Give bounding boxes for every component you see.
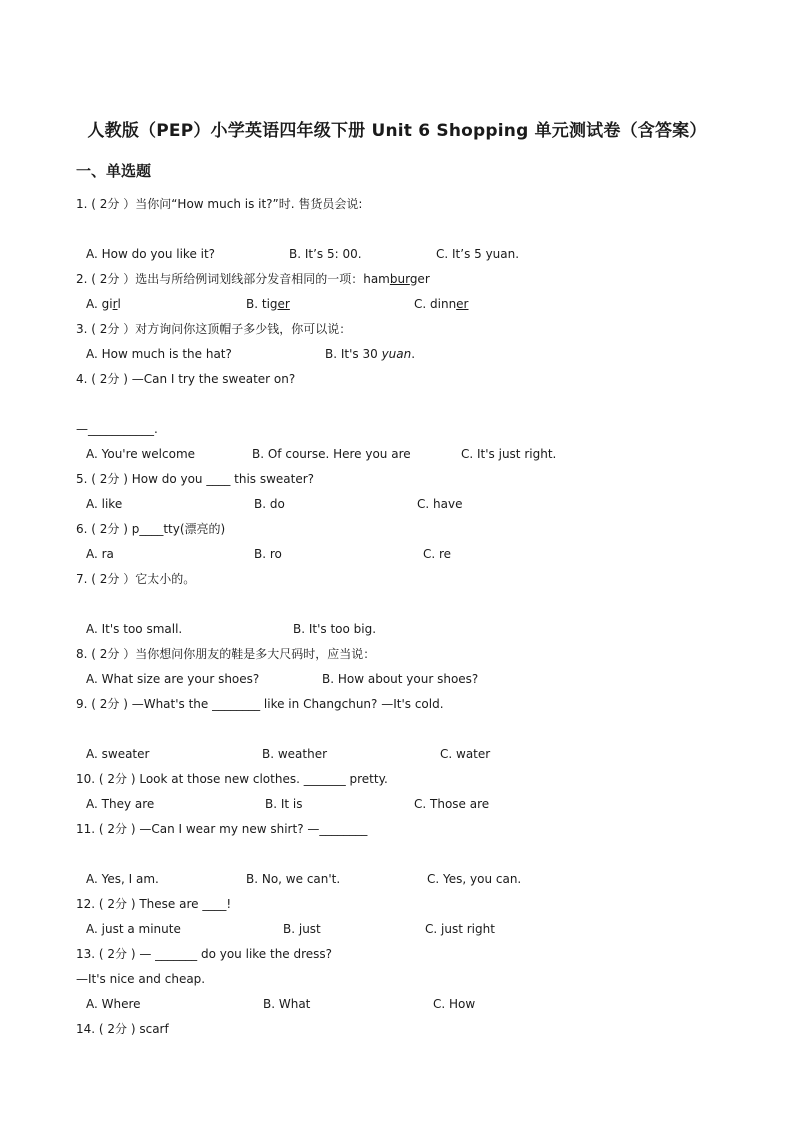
- question-9-option-c[interactable]: C. water: [440, 747, 491, 761]
- question-4-option-c[interactable]: C. It's just right.: [461, 447, 557, 461]
- question-11-option-b[interactable]: B. No, we can't.: [246, 872, 341, 886]
- question-5-option-a[interactable]: A. like: [86, 497, 123, 511]
- question-2-option-b[interactable]: B. tiger: [246, 297, 290, 311]
- question-10-stem: 10. ( 2分 ) Look at those new clothes. _______ pretty.: [76, 772, 388, 786]
- question-3-stem: 3. ( 2分 ）对方询问你这顶帽子多少钱，你可以说：: [76, 322, 352, 336]
- question-12-option-a[interactable]: A. just a minute: [86, 922, 181, 936]
- question-12-option-b[interactable]: B. just: [283, 922, 321, 936]
- question-8-option-a[interactable]: A. What size are your shoes?: [86, 672, 260, 686]
- question-2-stem-tail: ger: [409, 272, 430, 286]
- question-2-option-c[interactable]: C. dinner: [414, 297, 469, 311]
- question-11-option-a[interactable]: A. Yes, I am.: [86, 872, 159, 886]
- question-6-stem: 6. ( 2分 ) p____tty(漂亮的): [76, 522, 226, 536]
- question-12-option-c[interactable]: C. just right: [425, 922, 495, 936]
- question-10-option-b[interactable]: B. It is: [265, 797, 303, 811]
- question-3-option-b[interactable]: B. It's 30 yuan.: [325, 347, 416, 361]
- question-3-option-a[interactable]: A. How much is the hat?: [86, 347, 232, 361]
- question-6-option-a[interactable]: A. ra: [86, 547, 114, 561]
- question-8-option-b[interactable]: B. How about your shoes?: [322, 672, 479, 686]
- section-heading: 一、单选题: [76, 162, 152, 180]
- question-10-option-a[interactable]: A. They are: [86, 797, 155, 811]
- question-8-stem: 8. ( 2分 ）当你想问你朋友的鞋是多大尺码时，应当说：: [76, 647, 376, 661]
- question-4-blank-line: —___________.: [76, 422, 158, 436]
- question-14-stem: 14. ( 2分 ) scarf: [76, 1022, 169, 1036]
- page-title: 人教版（PEP）小学英语四年级下册 Unit 6 Shopping 单元测试卷（含答案）: [87, 121, 707, 141]
- question-5-stem: 5. ( 2分 ) How do you ____ this sweater?: [76, 472, 315, 486]
- question-1-option-c[interactable]: C. It’s 5 yuan.: [436, 247, 520, 261]
- question-13-dialog-line: —It's nice and cheap.: [76, 972, 206, 986]
- question-7-option-a[interactable]: A. It's too small.: [86, 622, 183, 636]
- question-6-option-b[interactable]: B. ro: [254, 547, 282, 561]
- question-10-option-c[interactable]: C. Those are: [414, 797, 490, 811]
- question-6-option-c[interactable]: C. re: [423, 547, 452, 561]
- question-5-option-b[interactable]: B. do: [254, 497, 285, 511]
- question-1-stem: 1. ( 2分 ）当你问“How much is it?”时. 售货员会说:: [76, 197, 363, 211]
- question-1-option-b[interactable]: B. It’s 5: 00.: [289, 247, 362, 261]
- question-13-option-b[interactable]: B. What: [263, 997, 311, 1011]
- question-13-stem: 13. ( 2分 ) — _______ do you like the dress?: [76, 947, 333, 961]
- question-13-option-a[interactable]: A. Where: [86, 997, 141, 1011]
- question-9-option-b[interactable]: B. weather: [262, 747, 328, 761]
- question-2-stem-underlined: bur: [389, 272, 410, 286]
- question-4-stem: 4. ( 2分 ) —Can I try the sweater on?: [76, 372, 296, 386]
- question-9-option-a[interactable]: A. sweater: [86, 747, 150, 761]
- question-1-option-a[interactable]: A. How do you like it?: [86, 247, 216, 261]
- question-4-option-b[interactable]: B. Of course. Here you are: [252, 447, 411, 461]
- question-9-stem: 9. ( 2分 ) —What's the ________ like in Changchun? —It's cold.: [76, 697, 444, 711]
- question-12-stem: 12. ( 2分 ) These are ____!: [76, 897, 232, 911]
- question-11-stem: 11. ( 2分 ) —Can I wear my new shirt? —________: [76, 822, 368, 836]
- question-2-stem: [76, 271, 430, 287]
- question-13-option-c[interactable]: C. How: [433, 997, 476, 1011]
- question-2-option-a[interactable]: A. girl: [86, 297, 121, 311]
- question-7-option-b[interactable]: B. It's too big.: [293, 622, 377, 636]
- question-5-option-c[interactable]: C. have: [417, 497, 463, 511]
- question-4-option-a[interactable]: A. You're welcome: [86, 447, 196, 461]
- question-2-stem-text: 2. ( 2分 ）选出与所给例词划线部分发音相同的一项：ham: [76, 272, 390, 286]
- question-7-stem: 7. ( 2分 ）它太小的。: [76, 572, 196, 586]
- question-11-option-c[interactable]: C. Yes, you can.: [427, 872, 522, 886]
